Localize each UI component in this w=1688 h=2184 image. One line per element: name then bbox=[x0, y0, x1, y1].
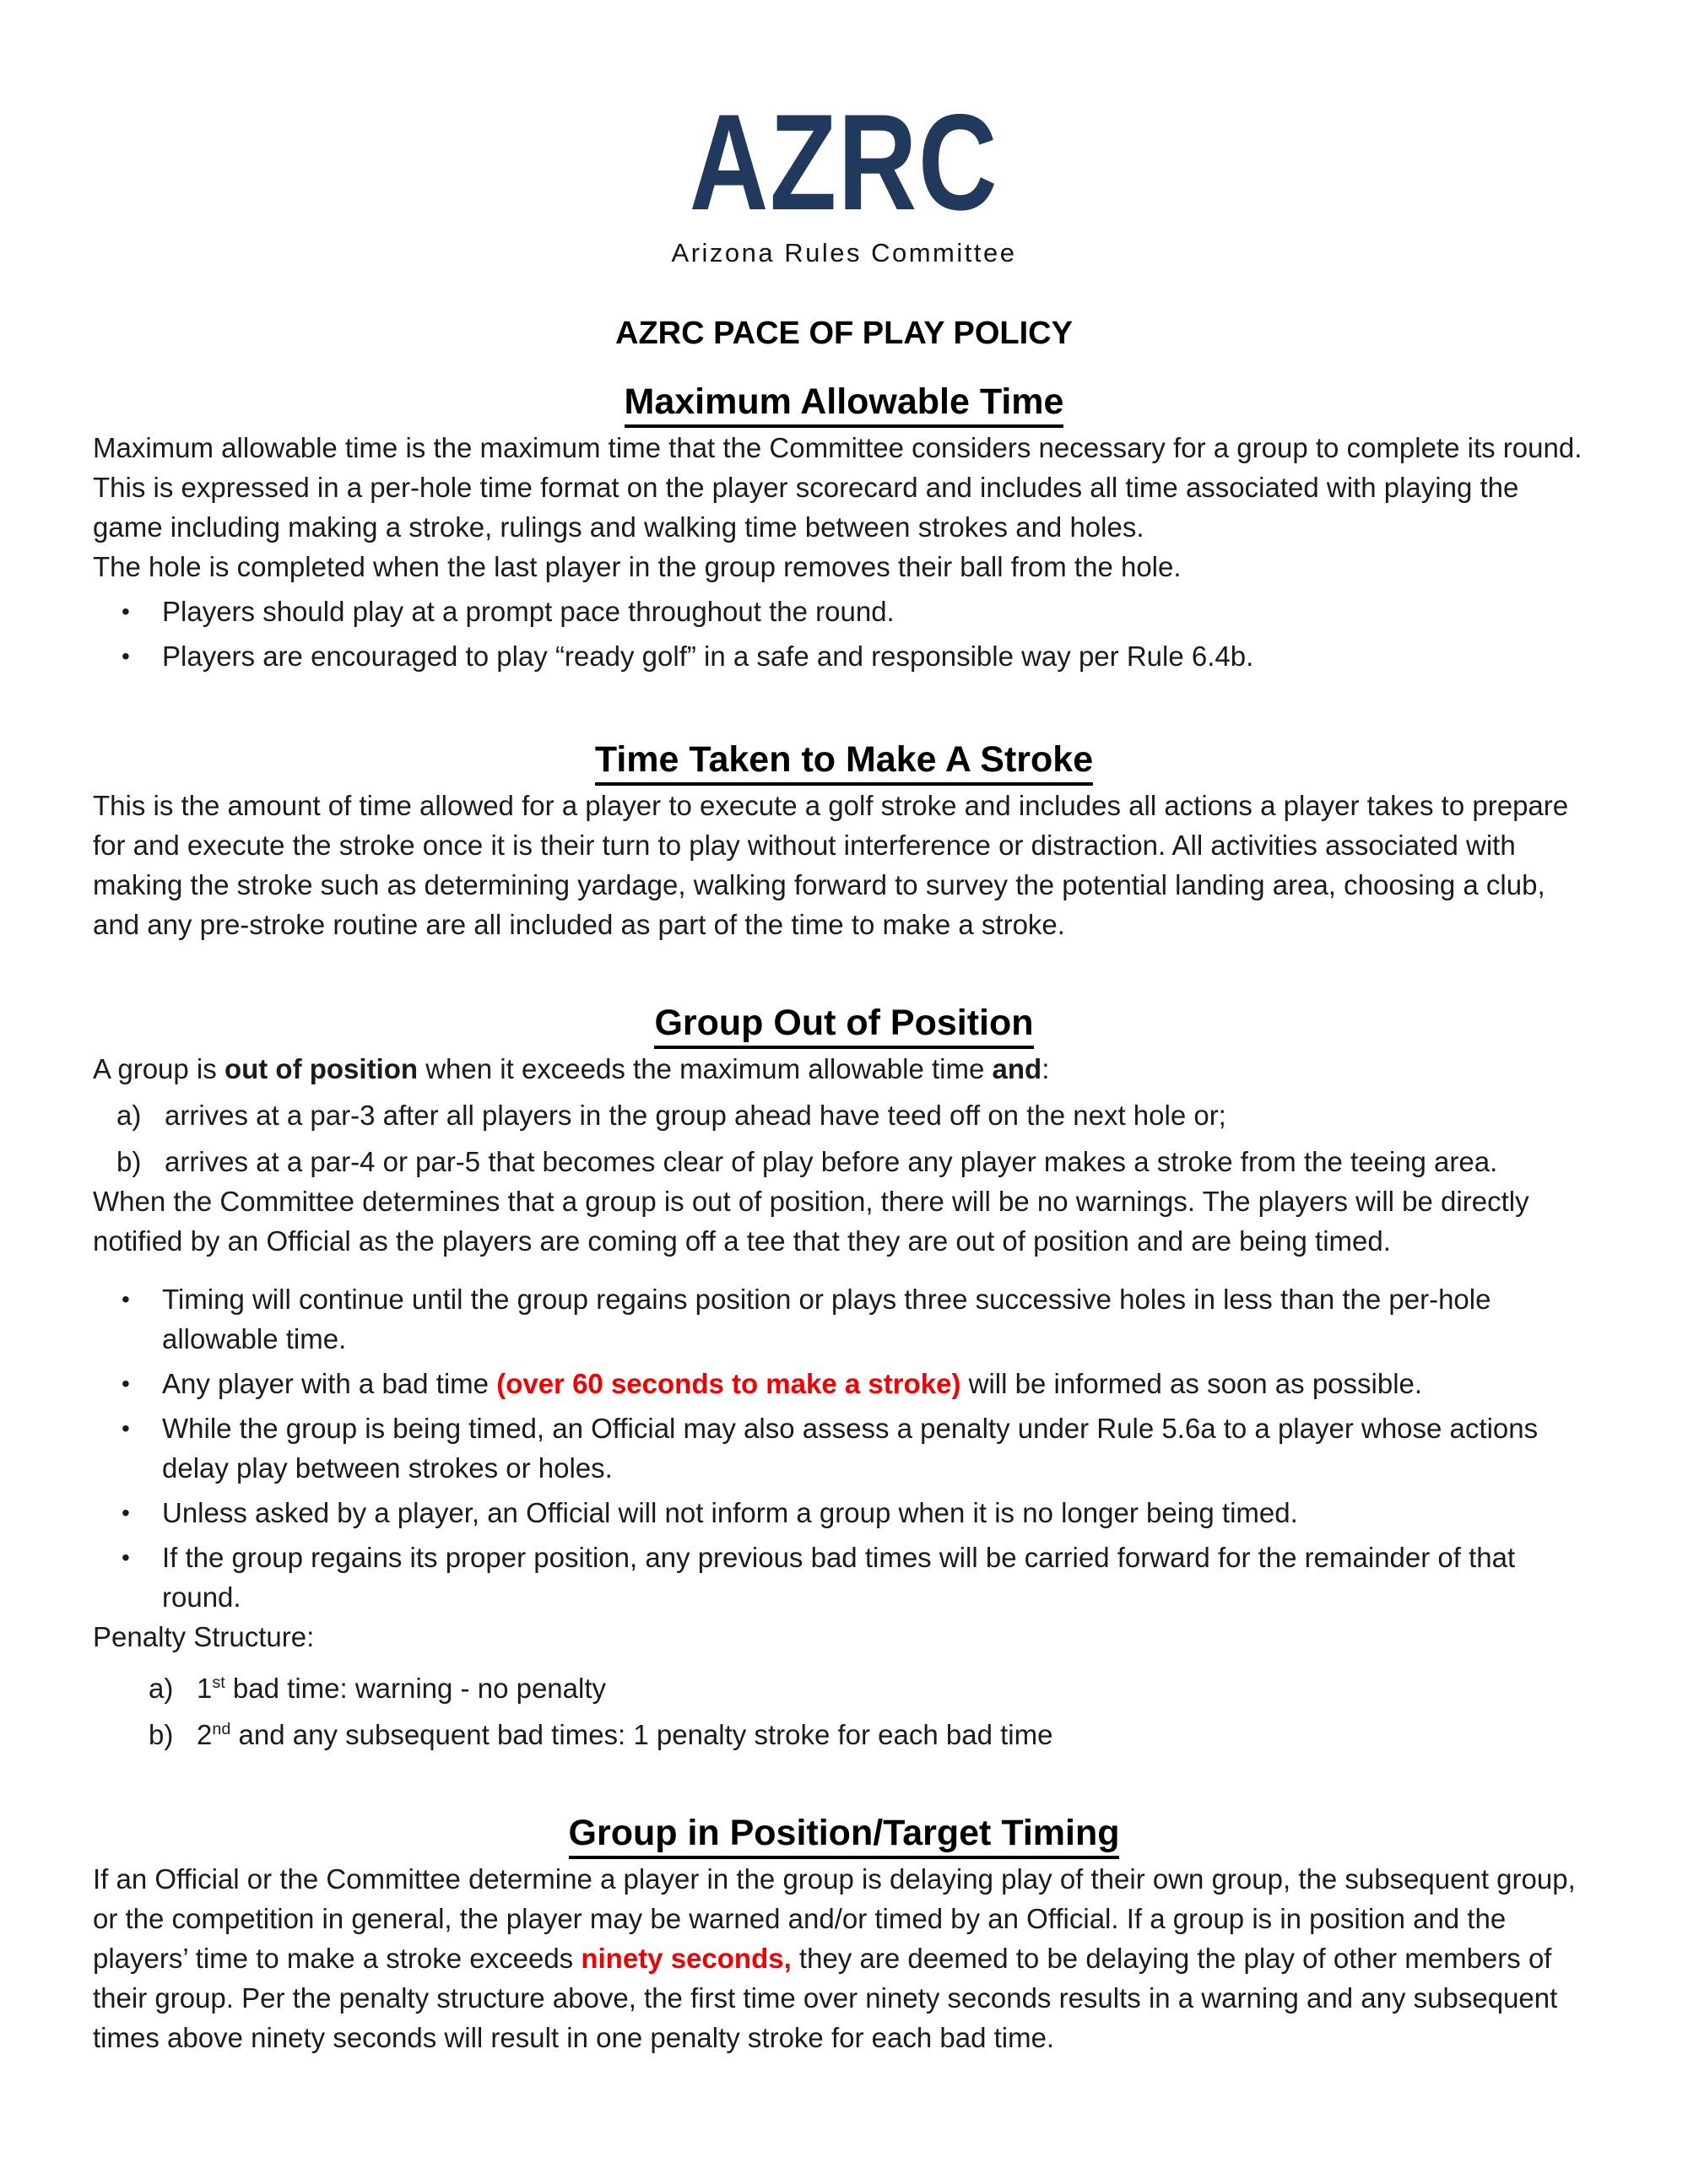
list-item bbox=[93, 1408, 1595, 1488]
logo bbox=[93, 0, 1595, 268]
list-marker: b) bbox=[149, 1719, 174, 1750]
paragraph-post: they are deemed to be delaying the play of other members of their group. Per the penalty structure above, the first time over ninety seconds results in a warning and any subsequent times above ninety seconds will result in one penalty stroke for each bad time. bbox=[93, 1943, 1558, 2053]
list-item-text bbox=[197, 1715, 1595, 1754]
list-item bbox=[93, 1493, 1595, 1533]
paragraph-oop-notify: When the Committee determines that a group is out of position, there will be no warnings. The players will be directly notified by an Official as the players are coming off a tee that they are out of position and are being timed. bbox=[93, 1186, 1529, 1257]
ordinal-suffix: st bbox=[212, 1673, 225, 1692]
ordinal-number: 2 bbox=[197, 1719, 213, 1750]
page-title: AZRC PACE OF PLAY POLICY bbox=[615, 316, 1073, 351]
intro-bold-and: and bbox=[992, 1053, 1042, 1084]
section-heading-time-taken-stroke bbox=[93, 740, 1595, 786]
bullet-icon: • bbox=[122, 1500, 130, 1526]
section-heading-group-in-position bbox=[93, 1814, 1595, 1859]
list-item bbox=[93, 1715, 1595, 1754]
document-body bbox=[93, 382, 1595, 2057]
paragraph-oop-intro bbox=[93, 1049, 1595, 1089]
logo-wordmark: AZRC bbox=[689, 86, 999, 239]
penalty-text: bad time: warning - no penalty bbox=[225, 1673, 607, 1704]
list-marker: a) bbox=[149, 1673, 174, 1704]
list-item bbox=[93, 1095, 1595, 1135]
bullet-icon: • bbox=[122, 598, 130, 624]
bullet-icon: • bbox=[122, 1544, 130, 1570]
list-item bbox=[93, 1668, 1595, 1708]
bullet-list-oop bbox=[93, 1279, 1595, 1617]
list-item bbox=[93, 636, 1595, 676]
list-item-text bbox=[197, 1668, 1595, 1708]
bullet-icon: • bbox=[122, 1370, 130, 1397]
list-item-text: While the group is being timed, an Official may also assess a penalty under Rule 5.6a to a player whose actions delay play between strokes or holes. bbox=[162, 1413, 1539, 1484]
penalty-list bbox=[93, 1668, 1595, 1754]
list-item bbox=[93, 1364, 1595, 1403]
list-item bbox=[93, 1279, 1595, 1359]
ordinal-suffix: nd bbox=[212, 1720, 231, 1738]
list-item-text: Timing will continue until the group regains position or plays three successive holes in less than the per-hole allowable time. bbox=[162, 1284, 1491, 1354]
bullet-pre: Any player with a bad time bbox=[162, 1368, 497, 1399]
list-item bbox=[93, 592, 1595, 631]
section-heading-text: Group in Position/Target Timing bbox=[569, 1814, 1120, 1859]
list-marker: a) bbox=[116, 1100, 142, 1131]
list-item bbox=[93, 1538, 1595, 1617]
lettered-list-oop bbox=[93, 1095, 1595, 1181]
penalty-text: and any subsequent bad times: 1 penalty stroke for each bad time bbox=[230, 1719, 1053, 1750]
paragraph-in-position bbox=[93, 1859, 1595, 2057]
list-item-text bbox=[162, 1364, 1595, 1403]
bullet-icon: • bbox=[122, 1415, 130, 1441]
section-heading-text: Maximum Allowable Time bbox=[625, 382, 1064, 428]
section-heading-group-out-of-position bbox=[93, 1003, 1595, 1049]
section-heading-text: Time Taken to Make A Stroke bbox=[595, 740, 1093, 786]
paragraph-pre: If an Official or the Committee determine a player in the group is delaying play of their own group, the subsequent group, or the competition in general, the player may be warned and/or timed by an Official. If a group is in position and the players’ time to make a stroke exceeds bbox=[93, 1863, 1576, 1974]
bullet-list-max-time bbox=[93, 592, 1595, 676]
logo-subtitle: Arizona Rules Committee bbox=[671, 238, 1017, 268]
bullet-icon: • bbox=[122, 643, 130, 669]
intro-mid: when it exceeds the maximum allowable time bbox=[418, 1053, 993, 1084]
section-heading-maximum-allowable-time bbox=[93, 382, 1595, 428]
bullet-icon: • bbox=[122, 1286, 130, 1312]
ordinal-number: 1 bbox=[197, 1673, 213, 1704]
intro-bold-out-of-position: out of position bbox=[224, 1053, 419, 1084]
list-item-text: Players are encouraged to play “ready golf” in a safe and responsible way per Rule 6.4b. bbox=[162, 641, 1254, 672]
list-item bbox=[93, 1142, 1595, 1181]
penalty-structure-label: Penalty Structure: bbox=[93, 1621, 315, 1652]
list-item-text: arrives at a par-4 or par-5 that becomes clear of play before any player makes a stroke from the teeing area. bbox=[165, 1146, 1498, 1177]
list-marker: b) bbox=[116, 1146, 142, 1177]
section-heading-text: Group Out of Position bbox=[654, 1003, 1033, 1049]
list-item-text: arrives at a par-3 after all players in the group ahead have teed off on the next hole or; bbox=[165, 1100, 1226, 1131]
paragraph-stroke-time: This is the amount of time allowed for a player to execute a golf stroke and includes all actions a player takes to prepare for and execute the stroke once it is their turn to play without interference or distraction. All activities associated with making the stroke such as determining yardage, walking forward to survey the potential landing area, choosing a club, and any pre-stroke routine are all included as part of the time to make a stroke. bbox=[93, 790, 1569, 940]
list-item-text: If the group regains its proper position, any previous bad times will be carried forward for the remainder of that round. bbox=[162, 1542, 1516, 1613]
paragraph-max-time-2: The hole is completed when the last player in the group removes their ball from the hole. bbox=[93, 551, 1182, 582]
list-item-text: Unless asked by a player, an Official will not inform a group when it is no longer being timed. bbox=[162, 1497, 1298, 1528]
intro-pre: A group is bbox=[93, 1053, 225, 1084]
list-item-text: Players should play at a prompt pace throughout the round. bbox=[162, 596, 895, 627]
paragraph-max-time-1: Maximum allowable time is the maximum time that the Committee considers necessary for a group to complete its round. This is expressed in a per-hole time format on the player scorecard and includes all time associated with playing the game including making a stroke, rulings and walking time between strokes and holes. bbox=[93, 432, 1582, 543]
intro-post: : bbox=[1041, 1053, 1050, 1084]
ninety-seconds-red-text: ninety seconds, bbox=[581, 1943, 792, 1974]
bullet-post: will be informed as soon as possible. bbox=[960, 1368, 1423, 1399]
bad-time-red-text: (over 60 seconds to make a stroke) bbox=[496, 1368, 961, 1399]
